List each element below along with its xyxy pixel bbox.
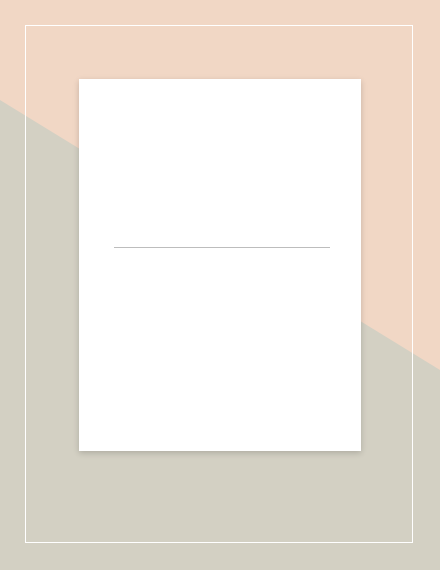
app-icon-bar [75, 496, 375, 526]
expense-table [114, 235, 330, 262]
summary-chart-svg [219, 149, 329, 221]
table-header [114, 235, 330, 248]
summary-chart [219, 149, 329, 221]
document-page [79, 79, 361, 451]
section-row [114, 248, 330, 262]
